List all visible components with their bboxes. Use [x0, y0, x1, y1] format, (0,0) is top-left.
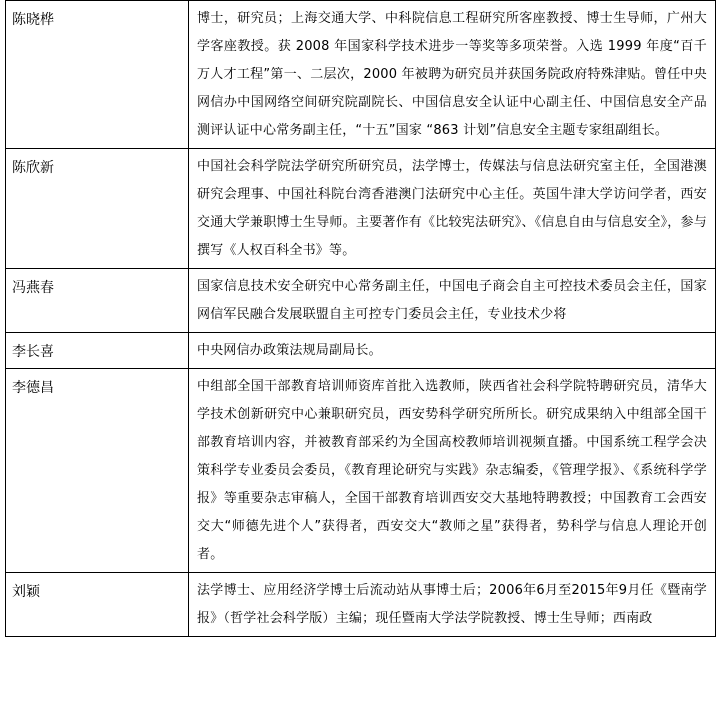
- bio-table: [5, 0, 716, 637]
- person-name: 冯燕春: [6, 269, 189, 333]
- person-bio: 中国社会科学院法学研究所研究员，法学博士，传媒法与信息法研究室主任，全国港澳研究会理事、中国社科院台湾香港澳门法研究中心主任。英国牛津大学访问学者，西安交通大学兼职博士生导师。主要著作有《比较宪法研究》、《信息自由与信息安全》，参与撰写《人权百科全书》等。: [189, 149, 716, 269]
- table-row: [6, 369, 716, 573]
- table-row: [6, 269, 716, 333]
- person-bio: 博士，研究员；上海交通大学、中科院信息工程研究所客座教授、博士生导师，广州大学客座教授。获 2008 年国家科学技术进步一等奖等多项荣誉。入选 1999 年度“百千万人才工程”第一、二层次，2000 年被聘为研究员并获国务院政府特殊津贴。曾任中央网信办中国网络空间研究院副院长、中国信息安全认证中心副主任、中国信息安全产品测评认证中心常务副主任，“十五”国家 “863 计划”信息安全主题专家组副组长。: [189, 1, 716, 149]
- person-bio: 法学博士、应用经济学博士后流动站从事博士后；2006年6月至2015年9月任《暨南学报》（哲学社会科学版）主编；现任暨南大学法学院教授、博士生导师；西南政: [189, 573, 716, 637]
- table-row: [6, 1, 716, 149]
- person-bio: 国家信息技术安全研究中心常务副主任，中国电子商会自主可控技术委员会主任，国家网信军民融合发展联盟自主可控专门委员会主任，专业技术少将: [189, 269, 716, 333]
- table-row: [6, 333, 716, 369]
- person-bio: 中央网信办政策法规局副局长。: [189, 333, 716, 369]
- table-row: [6, 149, 716, 269]
- person-name: 李长喜: [6, 333, 189, 369]
- person-name: 刘颖: [6, 573, 189, 637]
- person-name: 陈欣新: [6, 149, 189, 269]
- person-bio: 中组部全国干部教育培训师资库首批入选教师，陕西省社会科学院特聘研究员，清华大学技术创新研究中心兼职研究员，西安势科学研究所所长。研究成果纳入中组部全国干部教育培训内容，并被教育部采约为全国高校教师培训视频直播。中国系统工程学会决策科学专业委员会委员，《教育理论研究与实践》杂志编委，《管理学报》、《系统科学学报》等重要杂志审稿人，全国干部教育培训西安交大基地特聘教授；中国教育工会西安交大“师德先进个人”获得者，西安交大“教师之星”获得者，势科学与信息人理论开创者。: [189, 369, 716, 573]
- person-name: 陈晓桦: [6, 1, 189, 149]
- person-name: 李德昌: [6, 369, 189, 573]
- table-row: [6, 573, 716, 637]
